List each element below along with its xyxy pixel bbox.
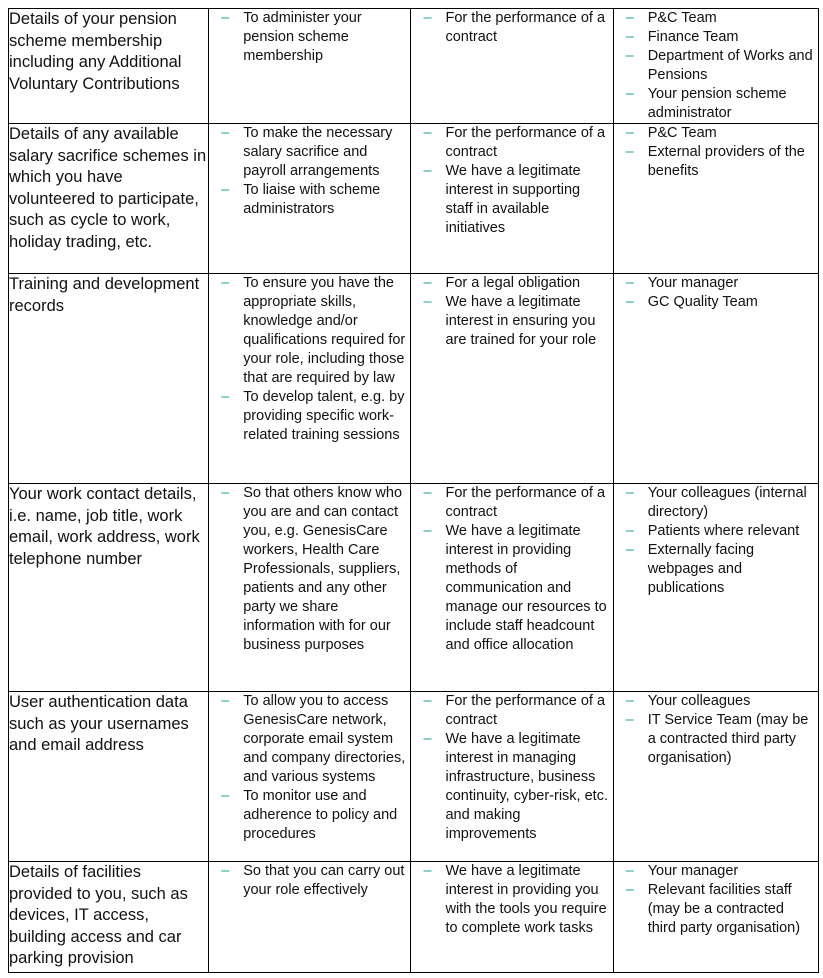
- table-row: [9, 124, 819, 274]
- recipient-item: – External providers of the benefits: [614, 143, 816, 181]
- recipient-item: – Department of Works and Pensions: [614, 47, 816, 85]
- recipient-cell: [613, 9, 818, 124]
- recipient-cell: [613, 274, 818, 484]
- lawful-basis-list: [411, 692, 612, 844]
- lawful-basis-item: – For the performance of a contract: [411, 124, 610, 162]
- lawful-basis-item: – We have a legitimate interest in providing methods of communication and manage our resources to include staff headcount and office allocation: [411, 522, 610, 655]
- recipient-list: [614, 862, 818, 938]
- recipient-item: – P&C Team: [614, 9, 816, 28]
- purpose-list: [209, 862, 410, 900]
- recipient-item: – Your colleagues: [614, 692, 816, 711]
- lawful-basis-item: – We have a legitimate interest in supporting staff in available initiatives: [411, 162, 610, 238]
- lawful-basis-cell: [411, 692, 613, 862]
- recipient-item: – Your manager: [614, 274, 816, 293]
- purpose-list: [209, 484, 410, 655]
- purpose-item: – To allow you to access GenesisCare network, corporate email system and company directories, and various systems: [209, 692, 408, 787]
- purpose-cell: [209, 124, 411, 274]
- purpose-item: – To liaise with scheme administrators: [209, 181, 408, 219]
- purpose-list: [209, 692, 410, 844]
- recipient-item: – Your pension scheme administrator: [614, 85, 816, 123]
- purpose-list: [209, 9, 410, 66]
- recipient-item: – Relevant facilities staff (may be a contracted third party organisation): [614, 881, 816, 938]
- lawful-basis-cell: [411, 9, 613, 124]
- lawful-basis-item: – For a legal obligation: [411, 274, 610, 293]
- lawful-basis-item: – For the performance of a contract: [411, 692, 610, 730]
- purpose-list: [209, 124, 410, 219]
- purpose-cell: [209, 692, 411, 862]
- lawful-basis-list: [411, 274, 612, 350]
- lawful-basis-list: [411, 9, 612, 47]
- purpose-cell: [209, 274, 411, 484]
- recipient-cell: [613, 124, 818, 274]
- recipient-item: – P&C Team: [614, 124, 816, 143]
- purpose-cell: [209, 9, 411, 124]
- recipient-item: – Patients where relevant: [614, 522, 816, 541]
- lawful-basis-list: [411, 862, 612, 938]
- purpose-item: – To monitor use and adherence to policy and procedures: [209, 787, 408, 844]
- recipient-item: – GC Quality Team: [614, 293, 816, 312]
- data-category-cell: Details of your pension scheme membership including any Additional Voluntary Contributions: [9, 9, 209, 124]
- lawful-basis-list: [411, 484, 612, 655]
- purpose-item: – To make the necessary salary sacrifice and payroll arrangements: [209, 124, 408, 181]
- lawful-basis-list: [411, 124, 612, 238]
- recipient-list: [614, 274, 818, 312]
- recipient-item: – Finance Team: [614, 28, 816, 47]
- recipient-list: [614, 692, 818, 768]
- data-category-cell: Details of any available salary sacrifice schemes in which you have volunteered to participate, such as cycle to work, holiday trading, etc.: [9, 124, 209, 274]
- recipient-list: [614, 9, 818, 123]
- lawful-basis-item: – For the performance of a contract: [411, 484, 610, 522]
- data-category-cell: Your work contact details, i.e. name, job title, work email, work address, work telephone number: [9, 484, 209, 692]
- lawful-basis-item: – We have a legitimate interest in ensuring you are trained for your role: [411, 293, 610, 350]
- personal-data-table: [8, 8, 819, 973]
- lawful-basis-item: – For the performance of a contract: [411, 9, 610, 47]
- lawful-basis-item: – We have a legitimate interest in providing you with the tools you require to complete work tasks: [411, 862, 610, 938]
- data-category-cell: Training and development records: [9, 274, 209, 484]
- purpose-item: – To develop talent, e.g. by providing specific work-related training sessions: [209, 388, 408, 445]
- lawful-basis-cell: [411, 484, 613, 692]
- purpose-item: – To ensure you have the appropriate skills, knowledge and/or qualifications required for your role, including those that are required by law: [209, 274, 408, 388]
- purpose-cell: [209, 484, 411, 692]
- recipient-item: – Your manager: [614, 862, 816, 881]
- purpose-item: – So that others know who you are and can contact you, e.g. GenesisCare workers, Health Care Professionals, suppliers, patients and any other party we share information with for our business purposes: [209, 484, 408, 655]
- lawful-basis-cell: [411, 862, 613, 973]
- table-row: [9, 862, 819, 973]
- data-category-cell: User authentication data such as your usernames and email address: [9, 692, 209, 862]
- recipient-item: – Your colleagues (internal directory): [614, 484, 816, 522]
- recipient-cell: [613, 692, 818, 862]
- recipient-list: [614, 484, 818, 598]
- purpose-item: – So that you can carry out your role effectively: [209, 862, 408, 900]
- recipient-list: [614, 124, 818, 181]
- purpose-cell: [209, 862, 411, 973]
- table-row: [9, 484, 819, 692]
- table-body: [9, 9, 819, 973]
- recipient-cell: [613, 484, 818, 692]
- table-row: [9, 274, 819, 484]
- data-category-cell: Details of facilities provided to you, such as devices, IT access, building access and car parking provision: [9, 862, 209, 973]
- lawful-basis-cell: [411, 124, 613, 274]
- recipient-item: – IT Service Team (may be a contracted third party organisation): [614, 711, 816, 768]
- recipient-item: – Externally facing webpages and publications: [614, 541, 816, 598]
- purpose-item: – To administer your pension scheme membership: [209, 9, 408, 66]
- table-row: [9, 9, 819, 124]
- table-row: [9, 692, 819, 862]
- lawful-basis-item: – We have a legitimate interest in managing infrastructure, business continuity, cyber-risk, etc. and making improvements: [411, 730, 610, 844]
- recipient-cell: [613, 862, 818, 973]
- lawful-basis-cell: [411, 274, 613, 484]
- purpose-list: [209, 274, 410, 445]
